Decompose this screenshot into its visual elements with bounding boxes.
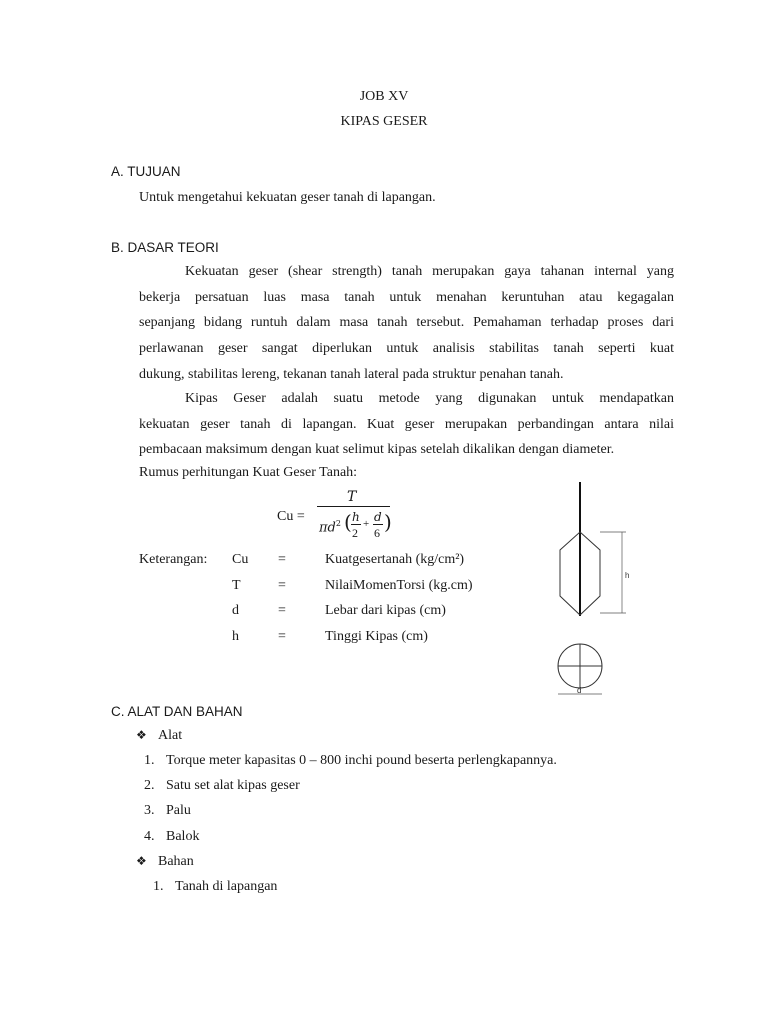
section-a-text: Untuk mengetahui kekuatan geser tanah di lapangan. bbox=[139, 190, 436, 205]
paragraph-kekuatan-geser bbox=[139, 259, 674, 388]
alat-num: 4. bbox=[144, 829, 155, 844]
alat-num: 1. bbox=[144, 753, 155, 768]
alat-item: Torque meter kapasitas 0 – 800 inchi pound beserta perlengkapannya. bbox=[166, 753, 557, 768]
legend-desc: Kuatgesertanah (kg/cm²) bbox=[325, 552, 465, 567]
page-title: KIPAS GESER bbox=[340, 114, 428, 129]
alat-num: 2. bbox=[144, 778, 155, 793]
legend-eq: = bbox=[278, 629, 286, 644]
formula-denominator-prefix: $\pi d^2$ bbox=[319, 519, 341, 536]
legend-symbol: T bbox=[232, 578, 241, 593]
bahan-label: Bahan bbox=[158, 854, 194, 869]
alat-item: Satu set alat kipas geser bbox=[166, 778, 300, 793]
formula-lhs: Cu = bbox=[277, 509, 305, 524]
formula-h: h bbox=[352, 510, 360, 524]
diamond-bullet-icon: ❖ bbox=[136, 854, 147, 868]
p1-line: sepanjang bidang runtuh dalam masa tanah tersebut. Pemahaman terhadap proses dari bbox=[139, 315, 674, 331]
diamond-bullet-icon: ❖ bbox=[136, 728, 147, 742]
formula-six: 6 bbox=[374, 526, 380, 540]
job-number: JOB XV bbox=[359, 89, 409, 104]
p1-line: dukung, stabilitas lereng, tekanan tanah lateral pada struktur penahan tanah. bbox=[139, 366, 564, 382]
bahan-item: Tanah di lapangan bbox=[175, 879, 278, 894]
d-label: d bbox=[577, 686, 582, 695]
formula-plus: + bbox=[363, 518, 370, 530]
legend-eq: = bbox=[278, 578, 286, 593]
keterangan-label: Keterangan: bbox=[139, 552, 208, 567]
legend-desc: Tinggi Kipas (cm) bbox=[325, 629, 428, 644]
formula-close-paren: ) bbox=[384, 510, 392, 534]
alat-label: Alat bbox=[158, 728, 183, 743]
p2-line: Kipas Geser adalah suatu metode yang digunakan untuk mendapatkan bbox=[185, 391, 674, 406]
alat-item: Palu bbox=[166, 803, 191, 818]
legend-desc: Lebar dari kipas (cm) bbox=[325, 603, 446, 618]
vane-figure bbox=[540, 478, 640, 703]
paragraph-kipas-geser bbox=[139, 386, 674, 463]
section-c-heading: C. ALAT DAN BAHAN bbox=[111, 704, 243, 719]
legend-desc: NilaiMomenTorsi (kg.cm) bbox=[325, 578, 473, 593]
p1-line: Kekuatan geser (shear strength) tanah merupakan gaya tahanan internal yang bbox=[185, 264, 674, 279]
legend-eq: = bbox=[278, 603, 286, 618]
section-a-heading: A. TUJUAN bbox=[111, 164, 181, 179]
legend-symbol: d bbox=[232, 603, 239, 618]
p1-line: perlawanan geser sangat diperlukan untuk analisis stabilitas tanah seperti kuat bbox=[139, 341, 674, 357]
legend-eq: = bbox=[278, 552, 286, 567]
alat-item: Balok bbox=[166, 829, 200, 844]
alat-num: 3. bbox=[144, 803, 155, 818]
formula-d: d bbox=[374, 510, 382, 524]
p2-line: kekuatan geser tanah di lapangan. Kuat geser merupakan perbandingan antara nilai bbox=[139, 416, 674, 432]
formula-two: 2 bbox=[352, 526, 358, 540]
formula-intro: Rumus perhitungan Kuat Geser Tanah: bbox=[139, 465, 358, 480]
h-label: h bbox=[625, 571, 630, 580]
legend-symbol: Cu bbox=[232, 552, 249, 567]
formula-open-paren: ( bbox=[344, 510, 352, 534]
p1-line: bekerja persatuan luas masa tanah untuk menahan keruntuhan atau kegagalan bbox=[139, 289, 674, 305]
section-b-heading: B. DASAR TEORI bbox=[111, 240, 219, 255]
formula-numerator: T bbox=[347, 489, 357, 505]
formula bbox=[277, 486, 417, 544]
bahan-num: 1. bbox=[153, 879, 164, 894]
legend-symbol: h bbox=[232, 629, 239, 644]
p2-line: pembacaan maksimum dengan kuat selimut kipas setelah dikalikan dengan diameter. bbox=[139, 442, 615, 458]
